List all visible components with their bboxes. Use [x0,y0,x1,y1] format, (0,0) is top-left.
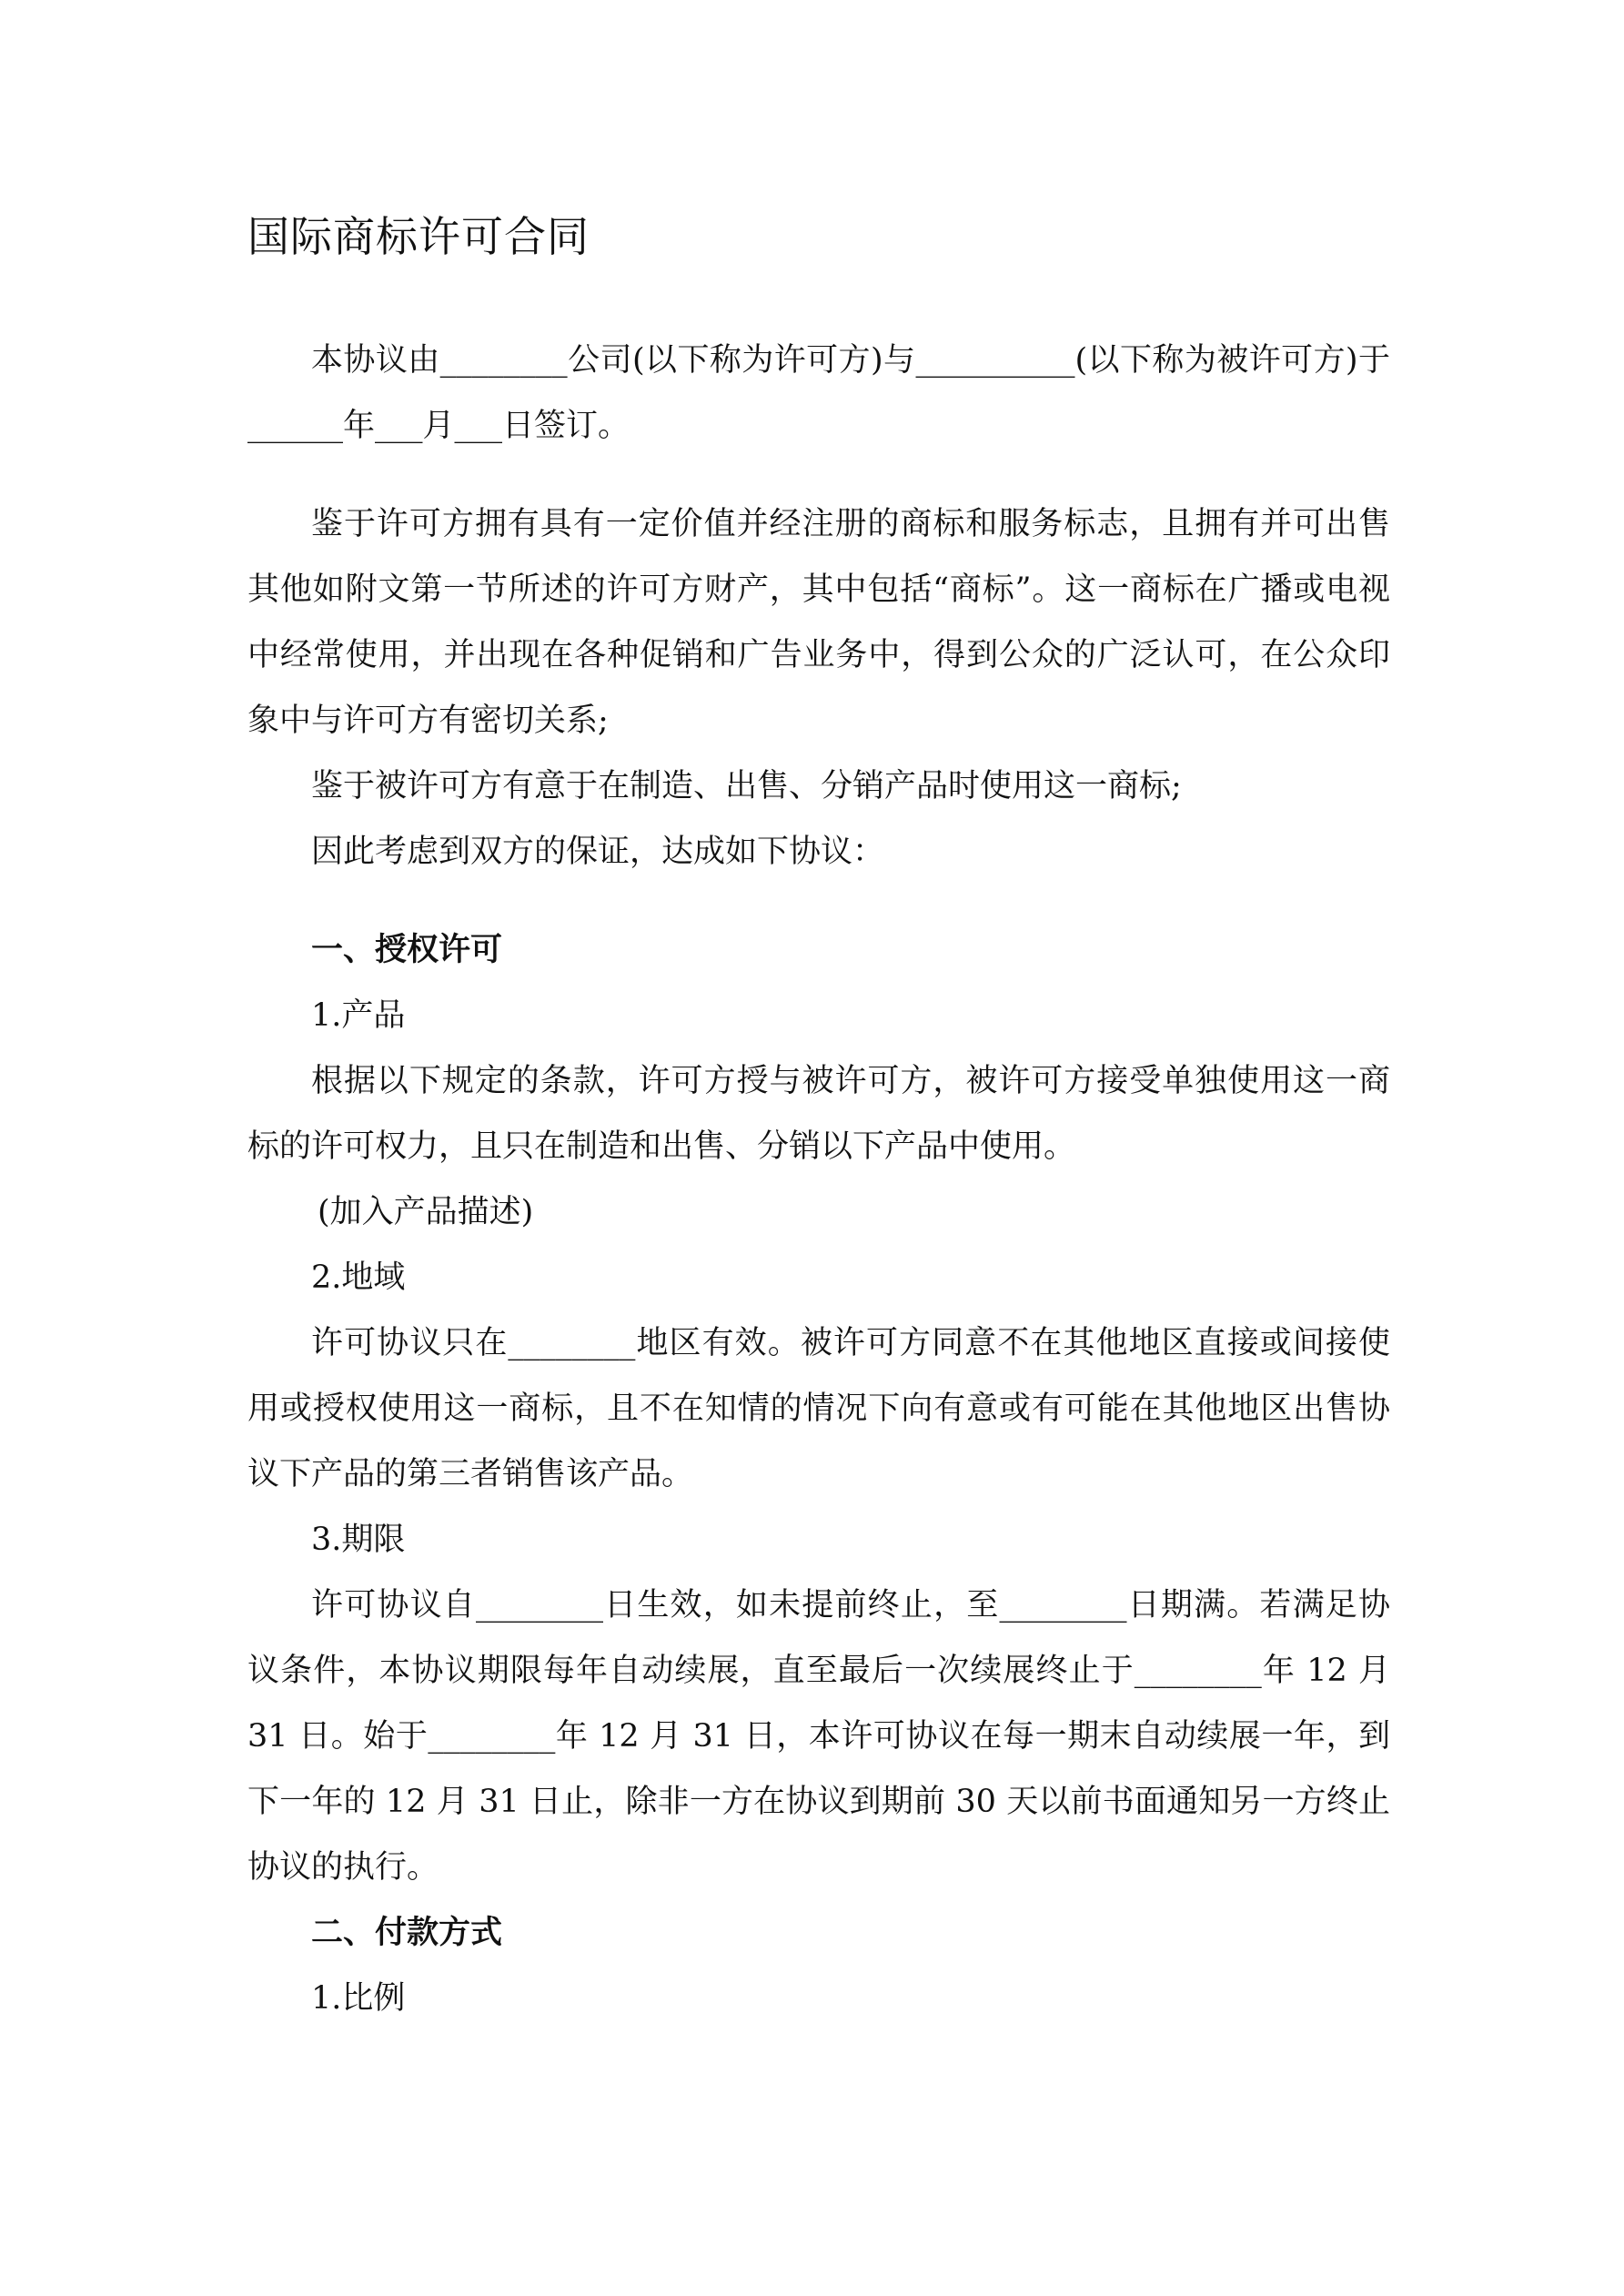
recital-paragraph-1: 鉴于许可方拥有具有一定价值并经注册的商标和服务标志，且拥有并可出售其他如附文第一节所述的许可方财产，其中包括“商标”。这一商标在广播或电视中经常使用，并出现在各种促销和广告业务中，得到公众的广泛认可，在公众印象中与许可方有密切关系; [247,506,1390,739]
intro-parties-paragraph: 本协议由________公司(以下称为许可方)与__________(以下称为被许可方)于______年___月___日签订。 [247,342,1390,444]
item-text-product: 根据以下规定的条款，许可方授与被许可方，被许可方接受单独使用这一商标的许可权力，且只在制造和出售、分销以下产品中使用。 [247,1063,1390,1165]
item-title-ratio: 1.比例 [311,1980,406,2017]
recital-paragraph-3: 因此考虑到双方的保证，达成如下协议： [311,834,885,870]
section-heading-payment: 二、付款方式 [311,1914,503,1951]
item-title-term: 3.期限 [311,1522,406,1558]
item-title-product: 1.产品 [311,997,406,1034]
item-text-term: 许可协议自________日生效，如未提前终止，至________日期满。若满足协议条件，本协议期限每年自动续展，直至最后一次续展终止于________年 12 月 31 日。始于________年 12 月 31 日，本许可协议在每一期末自动续展一年，到下一年的 12 月 31 日止，除非一方在协议到期前 30 天以前书面通知另一方终止协议的执行。 [247,1587,1390,1886]
item-title-territory: 2.地域 [311,1259,406,1296]
document-body [247,328,1390,2031]
section-heading-license: 一、授权许可 [311,931,503,968]
document-title: 国际商标许可合同 [247,212,590,261]
recital-paragraph-2: 鉴于被许可方有意于在制造、出售、分销产品时使用这一商标; [311,768,1182,804]
item-text-territory: 许可协议只在________地区有效。被许可方同意不在其他地区直接或间接使用或授权使用这一商标，且不在知情的情况下向有意或有可能在其他地区出售协议下产品的第三者销售该产品。 [247,1325,1390,1492]
item-note-product: (加入产品描述) [318,1194,534,1230]
